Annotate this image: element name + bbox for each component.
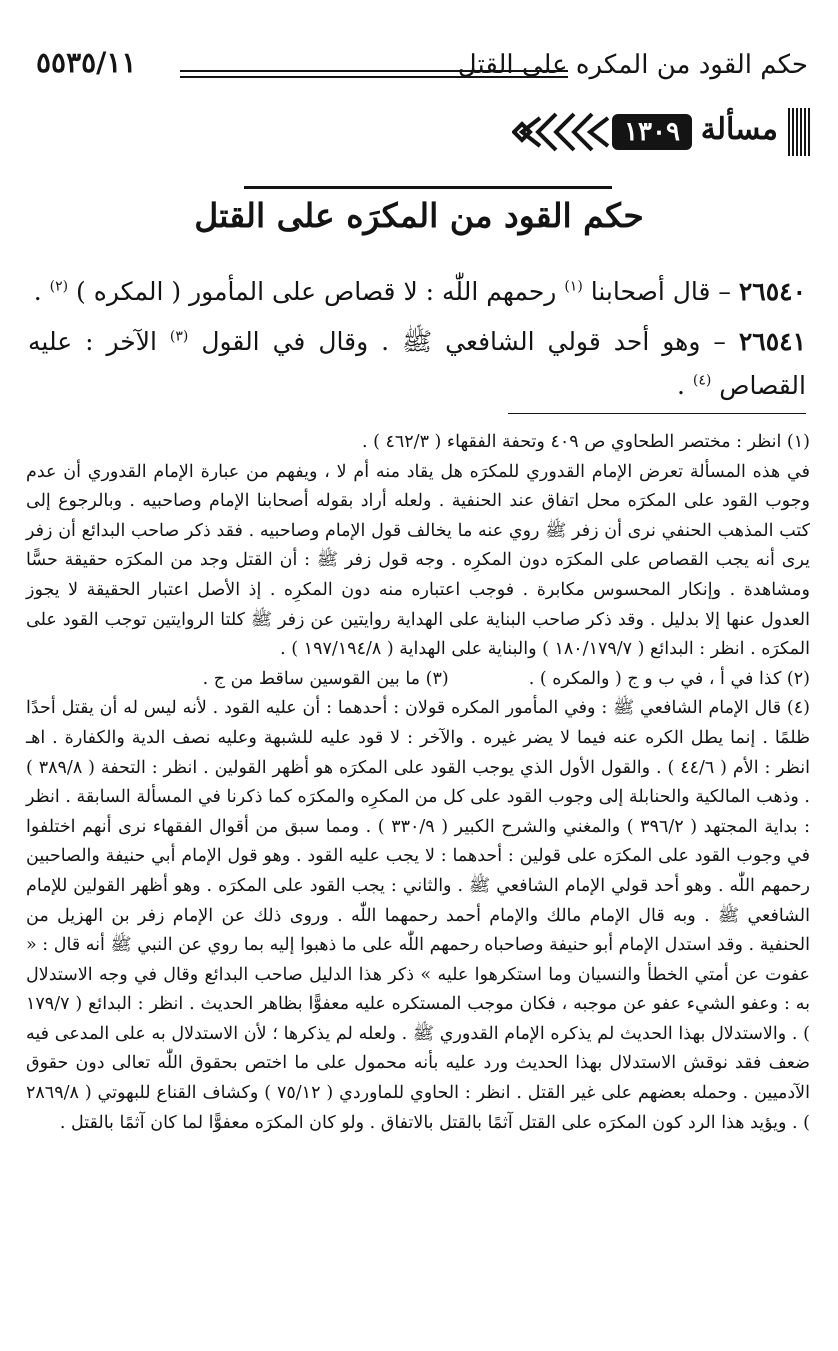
footnote-separator xyxy=(508,413,806,414)
footnotes xyxy=(26,428,810,1138)
footnote-1-head: (١) انظر : مختصر الطحاوي ص ٤٠٩ وتحفة الفقهاء ( ٤٦٢/٣ ) . xyxy=(361,432,810,452)
paragraph-26540 xyxy=(28,270,806,314)
paragraph-text: الآخر : عليه القصاص xyxy=(28,327,806,400)
footnote-2-3-row xyxy=(26,665,810,695)
page-reference: ٥٥٣٥/١١ xyxy=(36,46,137,79)
ornament-icon xyxy=(512,108,610,156)
paragraph-text: . xyxy=(33,277,50,306)
footnote-ref: (٤) xyxy=(692,372,712,389)
paragraph-text: – قال أصحابنا xyxy=(582,277,739,306)
paragraph-26541 xyxy=(28,320,806,408)
running-title: حكم القود من المكره على القتل xyxy=(457,50,808,80)
footnote-3: (٣) ما بين القوسين ساقط من ج . xyxy=(202,668,449,689)
masala-label: مسألة xyxy=(700,112,778,147)
footnote-2: (٢) كذا في أ ، في ب و ج ( والمكره ) . xyxy=(528,668,810,689)
running-header xyxy=(30,46,808,90)
title-rule xyxy=(244,186,612,189)
footnote-1-body: في هذه المسألة تعرض الإمام القدوري للمكرَه هل يقاد منه أم لا ، ويفهم من عبارة الإمام القدوري أن عدم وجوب القود على المكرَه محل اتفاق عند الحنفية . ولعله أراد بقوله أصحابنا الإمام وصاحبيه . وبالرجوع إلى كتب المذهب الحنفي نرى أن زفر ﷺ روي عنه ما يخالف قول الإمام وصاحبيه . فقد ذكر صاحب البدائع أن زفر يرى أنه يجب القصاص على المكرَه دون المكرِه . وجه قول زفر ﷺ : أن القتل وجد من المكرَه حقيقة حسًّا ومشاهدة . وإنكار المحسوس مكابرة . فوجب اعتباره منه دون المكرِه . إذ الأصل اعتبار الحقيقة لا يجوز العدول عنها إلا بدليل . وقد ذكر صاحب البناية على الهداية روايتين عن زفر ﷺ كلتا الروايتين توجب القود على المكرَه . انظر : البدائع ( ١٨٠/١٧٩/٧ ) والبناية على الهداية ( ١٩٧/١٩٤/٨ ) . xyxy=(26,461,810,660)
paragraph-text: – وهو أحد قولي الشافعي ﷺ . وقال في القول xyxy=(188,327,739,356)
banner-bars xyxy=(788,108,810,156)
header-rule xyxy=(180,76,568,78)
paragraph-text: رحمهم اللّٰه : لا قصاص على المأمور ( المكره ) xyxy=(68,277,565,306)
footnote-4: (٤) قال الإمام الشافعي ﷺ : وفي المأمور المكره قولان : أحدهما : أن عليه القود . لأنه ليس له أن يقتل أحدًا ظلمًا . إنما يطل الكره عنه فيما لا يضر غيره . والآخر : لا قود عليه للشبهة وعليه نصف الدية والكفارة . اهـ انظر : الأم ( ٤٤/٦ ) . والقول الأول الذي يوجب القود على المكرَه هو أظهر القولين . انظر : التحفة ( ٣٨٩/٨ ) . وذهب المالكية والحنابلة إلى وجوب القود على كل من المكرِه والمكرَه كما ذكرنا في المسألة السابقة . انظر : بداية المجتهد ( ٣٩٦/٢ ) والمغني والشرح الكبير ( ٣٣٠/٩ ) . ومما سبق من أقوال الفقهاء نرى أنهم اختلفوا في وجوب القود على المكرَه على قولين : أحدهما : لا يجب عليه القود . وهو قول الإمام أبي حنيفة والصاحبين رحمهم اللّٰه . وهو أحد قولي الإمام الشافعي ﷺ . والثاني : يجب القود على المكرَه . وهو أظهر القولين للإمام الشافعي ﷺ . وبه قال الإمام مالك والإمام أحمد رحمهما اللّٰه . وروى ذلك عن الإمام زفر بن الهزيل من الحنفية . وقد استدل الإمام أبو حنيفة وصاحباه رحمهم اللّٰه على ما ذهبوا إليه بما روي عن النبي ﷺ أنه قال : « عفوت عن أمتي الخطأ والنسيان وما استكرهوا عليه » ذكر هذا الدليل صاحب البدائع وقال في وجه الاستدلال به : وعفو الشيء عفو عن موجبه ، فكان موجب المستكره عليه معفوًّا بظاهر الحديث . انظر : البدائع ( ١٧٩/٧ ) . والاستدلال بهذا الحديث لم يذكره الإمام القدوري ﷺ . ولعله لم يذكرها ؛ لأن الاستدلال به على المدعى فيه ضعف فقد نوقش الاستدلال بهذا الحديث ورد عليه بأنه محمول على ما اختص بحقوق اللّٰه تعالى دون حقوق الآدميين . وحمله بعضهم على غير القتل . انظر : الحاوي للماوردي ( ٧٥/١٢ ) وكشاف القناع للبهوتي ( ٢٨٦٩/٨ ) . ويؤيد هذا الرد كون المكرَه على القتل آثمًا بالقتل بالاتفاق . ولو كان المكرَه معفوًّا لما كان آثمًا بالقتل . xyxy=(26,698,811,1133)
main-text xyxy=(28,270,806,414)
footnote-ref: (٣) xyxy=(169,328,189,345)
masala-banner xyxy=(510,108,810,158)
footnote-ref: (٢) xyxy=(49,278,69,295)
paragraph-text: . xyxy=(676,371,693,400)
paragraph-number: ٢٦٥٤٠ xyxy=(738,277,806,306)
page-title: حكم القود من المكرَه على القتل xyxy=(194,196,644,235)
paragraph-number: ٢٦٥٤١ xyxy=(738,327,806,356)
header-rule xyxy=(180,70,568,72)
footnote-ref: (١) xyxy=(564,278,583,295)
masala-number: ١٣٠٩ xyxy=(612,114,692,150)
